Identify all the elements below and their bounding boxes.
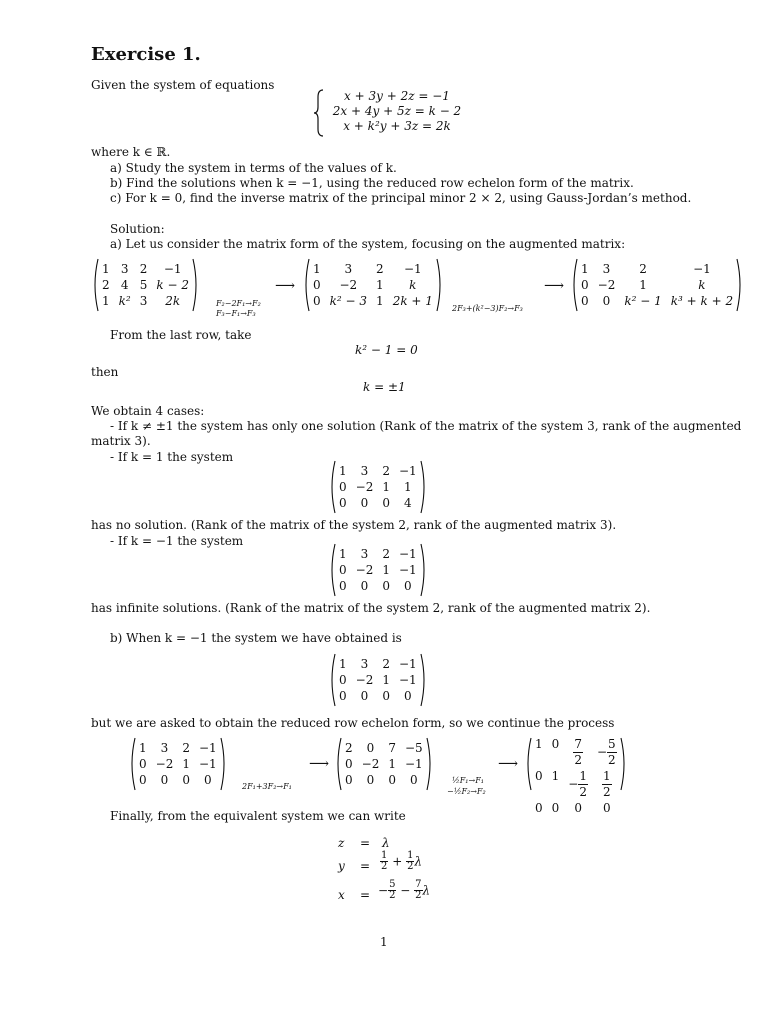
fraction: $\frac{7}{2}$ bbox=[415, 879, 422, 901]
equals-sign: = bbox=[360, 836, 371, 850]
equation-3: x + k²y + 3z = 2k bbox=[343, 119, 451, 133]
matrix-cell: 0 bbox=[345, 756, 353, 771]
matrix-cell: 2 bbox=[382, 463, 390, 478]
right-paren-icon bbox=[192, 258, 200, 312]
matrix-cell: 3 bbox=[602, 261, 611, 276]
left-paren-icon bbox=[128, 737, 136, 791]
matrix-cell: −1 bbox=[398, 463, 417, 478]
matrix-cell: −2 bbox=[355, 672, 374, 687]
matrix-cell: 0 bbox=[360, 495, 369, 510]
matrix-cell: 2 bbox=[639, 261, 647, 276]
equation-k-squared: k² − 1 = 0 bbox=[355, 343, 418, 357]
matrix-cell: 1 bbox=[102, 293, 110, 308]
matrix-cell: 0 bbox=[204, 772, 212, 787]
part-b-intro: b) When k = −1 the system we have obtained is bbox=[110, 631, 402, 645]
arrow-icon: ⟶ bbox=[309, 756, 330, 772]
matrix-cell: −2 bbox=[339, 277, 358, 292]
row-op-label: 2F₃+(k²−3)F₂→F₃ bbox=[452, 304, 523, 313]
matrix-cell: 1 bbox=[339, 656, 347, 671]
matrix-cell: 0 bbox=[535, 801, 543, 815]
matrix-cell: 1 bbox=[376, 293, 384, 308]
matrix-grid bbox=[336, 653, 420, 707]
matrix-cell: 0 bbox=[360, 578, 369, 593]
row-op-label: ½F₁→F₁ bbox=[452, 776, 484, 785]
fraction: $\frac{1}{2}$ bbox=[381, 850, 388, 872]
right-paren-icon bbox=[420, 653, 428, 707]
equation-1: x + 3y + 2z = −1 bbox=[344, 89, 450, 103]
matrix-cell: 1 bbox=[551, 769, 560, 783]
matrix-cell: 7 bbox=[388, 740, 396, 755]
matrix-cell: 0 bbox=[382, 688, 390, 703]
matrix-cell: −2 bbox=[355, 479, 374, 494]
matrix-cell: 3 bbox=[344, 261, 353, 276]
matrix-cell: −5 bbox=[404, 740, 423, 755]
matrix-cell: 3 bbox=[360, 656, 369, 671]
matrix-reduce-3 bbox=[524, 737, 628, 816]
right-paren-icon bbox=[436, 258, 444, 312]
right-paren-icon bbox=[620, 737, 628, 791]
matrix-grid bbox=[136, 737, 220, 791]
matrix-cell: −1 bbox=[398, 656, 417, 671]
right-paren-icon bbox=[426, 737, 434, 791]
matrix-augmented bbox=[91, 258, 200, 312]
case-1-text-cont: matrix 3). bbox=[91, 434, 151, 448]
matrix-cell: 2k + 1 bbox=[392, 293, 433, 308]
equals-sign: = bbox=[360, 888, 371, 902]
matrix-cell: 0 bbox=[602, 293, 611, 308]
left-paren-icon bbox=[334, 737, 342, 791]
matrix-cell: 1 bbox=[404, 479, 412, 494]
page-number: 1 bbox=[380, 935, 388, 949]
right-paren-icon bbox=[220, 737, 228, 791]
matrix-cell: 1 bbox=[382, 479, 390, 494]
lhs-x: x bbox=[338, 888, 345, 902]
arrow-icon: ⟶ bbox=[275, 278, 296, 294]
case-1-text: - If k ≠ ±1 the system has only one solution (Rank of the matrix of the system 3, rank of the augmented bbox=[110, 419, 742, 433]
matrix-cell: k bbox=[698, 277, 706, 292]
left-paren-icon bbox=[524, 737, 532, 791]
matrix-cell: 0 bbox=[339, 672, 347, 687]
matrix-cell: 0 bbox=[139, 756, 147, 771]
matrix-cell: 2 bbox=[382, 546, 390, 561]
left-brace-icon bbox=[313, 89, 325, 137]
part-a-text: a) Study the system in terms of the values of k. bbox=[110, 161, 397, 175]
case-3-result: has infinite solutions. (Rank of the matrix of the system 2, rank of the augmented matrix 2). bbox=[91, 601, 651, 615]
matrix-cell: 2 bbox=[376, 261, 384, 276]
matrix-cell: 3 bbox=[360, 546, 369, 561]
matrix-cell: 1 bbox=[535, 737, 543, 751]
case-2-text: - If k = 1 the system bbox=[110, 450, 234, 464]
matrix-cell: 0 bbox=[581, 293, 589, 308]
left-paren-icon bbox=[570, 258, 578, 312]
matrix-step-2 bbox=[302, 258, 444, 312]
left-paren-icon bbox=[328, 543, 336, 597]
matrix-cell: 0 bbox=[313, 277, 321, 292]
matrix-cell: −1 bbox=[198, 740, 217, 755]
arrow-icon: ⟶ bbox=[498, 756, 519, 772]
matrix-step-3 bbox=[570, 258, 744, 312]
cases-intro: We obtain 4 cases: bbox=[91, 404, 205, 418]
case-2-result: has no solution. (Rank of the matrix of the system 2, rank of the augmented matrix 3). bbox=[91, 518, 617, 532]
matrix-grid bbox=[99, 258, 192, 312]
matrix-cell: 0 bbox=[139, 772, 147, 787]
arrow-icon: ⟶ bbox=[544, 278, 565, 294]
left-paren-icon bbox=[328, 653, 336, 707]
matrix-cell: 5 bbox=[139, 277, 148, 292]
matrix-cell: 0 bbox=[551, 801, 560, 815]
matrix-cell: 2 bbox=[382, 656, 390, 671]
matrix-cell: 3 bbox=[120, 261, 129, 276]
row-op-label: F₂−2F₁→F₂ bbox=[216, 299, 261, 308]
matrix-cell: −1 bbox=[163, 261, 182, 276]
lhs-y: y bbox=[338, 859, 345, 873]
matrix-reduce-1 bbox=[128, 737, 228, 791]
rhs-z: λ bbox=[382, 836, 390, 850]
then-text: then bbox=[91, 365, 119, 379]
matrix-cell: −1 bbox=[198, 756, 217, 771]
equation-k-values: k = ±1 bbox=[363, 380, 406, 394]
matrix-cell: −2 bbox=[155, 756, 174, 771]
matrix-cell: 2 bbox=[102, 277, 110, 292]
row-op-label: 2F₁+3F₂→F₁ bbox=[242, 782, 292, 791]
matrix-cell: 0 bbox=[535, 769, 543, 783]
matrix-cell: −2 bbox=[361, 756, 380, 771]
fraction: $\frac{5}{2}$ bbox=[389, 879, 396, 901]
matrix-cell: −2 bbox=[597, 277, 616, 292]
matrix-cell: 0 bbox=[581, 277, 589, 292]
matrix-cell: k² bbox=[118, 293, 131, 308]
matrix-cell: 1 bbox=[139, 740, 147, 755]
right-paren-icon bbox=[420, 460, 428, 514]
matrix-cell: 1 bbox=[313, 261, 321, 276]
solution-label: Solution: bbox=[110, 222, 165, 236]
matrix-cell: −1 bbox=[398, 546, 417, 561]
matrix-cell: 1 bbox=[182, 756, 190, 771]
matrix-grid bbox=[336, 543, 420, 597]
case-3-text: - If k = −1 the system bbox=[110, 534, 244, 548]
matrix-grid bbox=[342, 737, 426, 791]
matrix-cell: −1 bbox=[693, 261, 711, 276]
matrix-cell: −1 bbox=[404, 756, 423, 771]
matrix-cell: 0 bbox=[160, 772, 169, 787]
matrix-cell: 3 bbox=[160, 740, 169, 755]
matrix-reduce-2 bbox=[334, 737, 434, 791]
matrix-cell: k bbox=[409, 277, 417, 292]
matrix-cell: 4 bbox=[120, 277, 129, 292]
matrix-cell: k² − 1 bbox=[624, 293, 662, 308]
matrix-cell: 3 bbox=[139, 293, 148, 308]
domain-text: where k ∈ ℝ. bbox=[91, 145, 171, 159]
lambda: λ bbox=[422, 883, 431, 898]
matrix-cell: $\frac{7}{2}$ bbox=[574, 737, 582, 767]
matrix-grid bbox=[532, 737, 620, 816]
lambda: λ bbox=[414, 854, 423, 869]
matrix-cell: −2 bbox=[355, 562, 374, 577]
matrix-cell: 1 bbox=[376, 277, 384, 292]
matrix-cell: 0 bbox=[366, 740, 375, 755]
finally-text: Finally, from the equivalent system we can write bbox=[110, 809, 406, 823]
part-b-continue: but we are asked to obtain the reduced row echelon form, so we continue the process bbox=[91, 716, 615, 730]
fraction: $\frac{1}{2}$ bbox=[407, 850, 414, 872]
matrix-cell: 2k bbox=[165, 293, 181, 308]
matrix-cell: 0 bbox=[551, 737, 560, 751]
matrix-cell: −1 bbox=[398, 672, 417, 687]
left-paren-icon bbox=[328, 460, 336, 514]
matrix-cell: 1 bbox=[382, 672, 390, 687]
minus-sign: − bbox=[378, 883, 389, 898]
matrix-cell: −1 bbox=[398, 562, 417, 577]
part-a-intro: a) Let us consider the matrix form of the system, focusing on the augmented matrix: bbox=[110, 237, 626, 251]
matrix-cell: 0 bbox=[382, 578, 390, 593]
equation-2: 2x + 4y + 5z = k − 2 bbox=[332, 104, 462, 118]
matrix-cell: 4 bbox=[404, 495, 412, 510]
matrix-cell: k² − 3 bbox=[329, 293, 368, 308]
matrix-cell: $\frac{1}{2}$ bbox=[603, 769, 611, 799]
plus-sign: + bbox=[392, 854, 403, 869]
matrix-cell: k³ + k + 2 bbox=[670, 293, 734, 308]
matrix-cell: 0 bbox=[360, 688, 369, 703]
matrix-cell: 0 bbox=[339, 479, 347, 494]
exercise-title: Exercise 1. bbox=[91, 44, 201, 65]
matrix-cell: 0 bbox=[345, 772, 353, 787]
matrix-cell: 1 bbox=[388, 756, 396, 771]
matrix-cell: 1 bbox=[339, 546, 347, 561]
matrix-cell: 1 bbox=[102, 261, 110, 276]
matrix-cell: k − 2 bbox=[156, 277, 189, 292]
matrix-cell: 0 bbox=[382, 495, 390, 510]
matrix-cell: 2 bbox=[139, 261, 148, 276]
matrix-case-k-1 bbox=[328, 460, 428, 514]
left-paren-icon bbox=[91, 258, 99, 312]
matrix-cell: 2 bbox=[182, 740, 190, 755]
matrix-grid bbox=[336, 460, 420, 514]
equals-sign: = bbox=[360, 859, 371, 873]
matrix-cell: 0 bbox=[182, 772, 190, 787]
matrix-part-b bbox=[328, 653, 428, 707]
matrix-cell: 2 bbox=[345, 740, 353, 755]
matrix-cell: 0 bbox=[404, 578, 412, 593]
matrix-cell: − $\frac{5}{2}$ bbox=[596, 737, 616, 767]
matrix-cell: 0 bbox=[313, 293, 321, 308]
matrix-cell: 0 bbox=[339, 688, 347, 703]
matrix-cell: 0 bbox=[388, 772, 396, 787]
matrix-case-k-minus-1 bbox=[328, 543, 428, 597]
matrix-cell: 1 bbox=[339, 463, 347, 478]
matrix-cell: 0 bbox=[603, 801, 611, 815]
row-op-label: −½F₂→F₂ bbox=[447, 787, 486, 796]
right-paren-icon bbox=[736, 258, 744, 312]
matrix-cell: 1 bbox=[382, 562, 390, 577]
matrix-cell: 0 bbox=[574, 801, 582, 815]
intro-text: Given the system of equations bbox=[91, 78, 275, 92]
matrix-cell: 0 bbox=[339, 495, 347, 510]
matrix-cell: 0 bbox=[410, 772, 418, 787]
minus-sign: − bbox=[400, 883, 411, 898]
row-op-label: F₃−F₁→F₃ bbox=[216, 309, 256, 318]
matrix-cell: 0 bbox=[404, 688, 412, 703]
matrix-cell: 0 bbox=[339, 578, 347, 593]
right-paren-icon bbox=[420, 543, 428, 597]
matrix-grid bbox=[310, 258, 436, 312]
last-row-text: From the last row, take bbox=[110, 328, 252, 342]
matrix-cell: 3 bbox=[360, 463, 369, 478]
matrix-cell: 0 bbox=[339, 562, 347, 577]
matrix-cell: 1 bbox=[581, 261, 589, 276]
matrix-cell: 0 bbox=[366, 772, 375, 787]
part-c-text: c) For k = 0, find the inverse matrix of the principal minor 2 × 2, using Gauss-Jordan’s method. bbox=[110, 191, 692, 205]
left-paren-icon bbox=[302, 258, 310, 312]
matrix-grid bbox=[578, 258, 736, 312]
matrix-cell: − $\frac{1}{2}$ bbox=[568, 769, 587, 799]
part-b-text: b) Find the solutions when k = −1, using the reduced row echelon form of the matrix. bbox=[110, 176, 634, 190]
matrix-cell: 1 bbox=[639, 277, 647, 292]
matrix-cell: −1 bbox=[403, 261, 422, 276]
lhs-z: z bbox=[338, 836, 345, 850]
